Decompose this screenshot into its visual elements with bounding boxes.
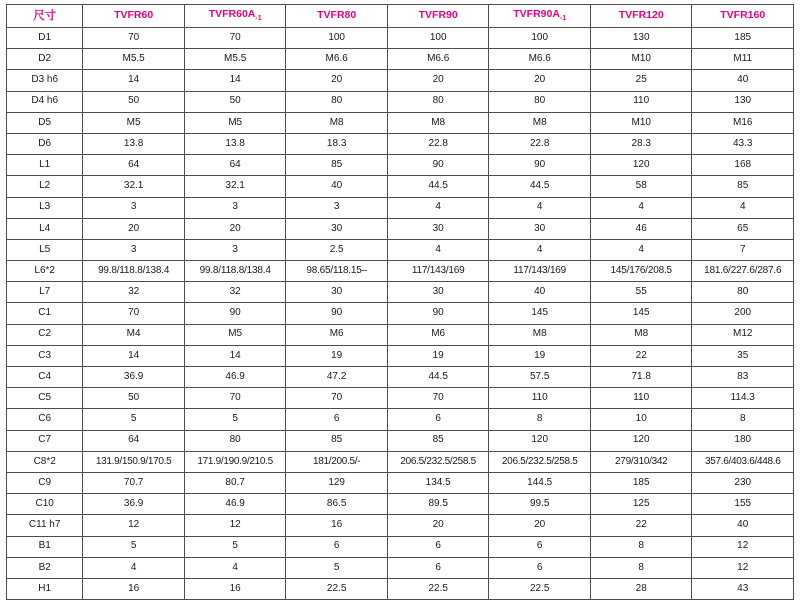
table-cell: 57.5 [489,367,591,388]
table-cell: 19 [286,345,388,366]
table-row [7,70,794,91]
table-cell: 4 [489,197,591,218]
table-cell: 5 [83,536,185,557]
table-cell: 6 [387,409,489,430]
table-cell: 4 [83,557,185,578]
column-header: TVFR160 [692,5,794,28]
table-cell: 110 [489,388,591,409]
table-cell: 7 [692,239,794,260]
table-cell: 8 [692,409,794,430]
table-cell: 85 [387,430,489,451]
table-cell: 40 [692,515,794,536]
table-cell: 4 [590,239,692,260]
table-cell: 20 [489,515,591,536]
table-row [7,155,794,176]
table-cell: 30 [286,218,388,239]
row-label: C5 [7,388,83,409]
table-cell: 120 [590,430,692,451]
table-cell: 10 [590,409,692,430]
table-cell: 185 [590,472,692,493]
row-label: D5 [7,112,83,133]
table-cell: 206.5/232.5/258.5 [489,451,591,472]
table-body [7,28,794,600]
table-cell: 4 [489,239,591,260]
table-cell: 25 [590,70,692,91]
row-label: D1 [7,28,83,49]
table-cell: 43.3 [692,133,794,154]
table-cell: 12 [692,536,794,557]
table-row [7,197,794,218]
table-cell: 5 [286,557,388,578]
table-cell: 86.5 [286,494,388,515]
table-cell: 85 [692,176,794,197]
table-row [7,49,794,70]
row-label: C9 [7,472,83,493]
table-cell: 30 [387,218,489,239]
table-cell: 18.3 [286,133,388,154]
table-cell: 32.1 [83,176,185,197]
table-cell: 110 [590,388,692,409]
table-header [7,5,794,28]
table-cell: 44.5 [387,176,489,197]
row-label: C3 [7,345,83,366]
table-cell: 70 [184,28,286,49]
table-cell: 3 [184,239,286,260]
table-cell: 4 [387,239,489,260]
row-label: D4 h6 [7,91,83,112]
table-cell: 71.8 [590,367,692,388]
table-cell: 16 [83,578,185,599]
table-cell: 155 [692,494,794,515]
table-cell: 3 [83,197,185,218]
table-cell: M6 [286,324,388,345]
table-cell: 125 [590,494,692,515]
table-cell: 120 [489,430,591,451]
row-label: L5 [7,239,83,260]
table-cell: 230 [692,472,794,493]
table-cell: 36.9 [83,494,185,515]
table-cell: 131.9/150.9/170.5 [83,451,185,472]
table-cell: 64 [184,155,286,176]
table-cell: M6.6 [286,49,388,70]
row-label: L6*2 [7,261,83,282]
table-cell: 12 [83,515,185,536]
table-cell: 4 [184,557,286,578]
table-cell: 134.5 [387,472,489,493]
table-cell: 98.65/118.15– [286,261,388,282]
table-cell: M8 [286,112,388,133]
table-row [7,345,794,366]
table-cell: 19 [387,345,489,366]
table-cell: 206.5/232.5/258.5 [387,451,489,472]
table-cell: M8 [387,112,489,133]
table-cell: 28 [590,578,692,599]
table-cell: 4 [692,197,794,218]
table-cell: 50 [184,91,286,112]
table-cell: M16 [692,112,794,133]
table-cell: 4 [387,197,489,218]
table-cell: 20 [83,218,185,239]
table-cell: M6 [387,324,489,345]
table-cell: 70 [83,303,185,324]
table-cell: 181.6/227.6/287.6 [692,261,794,282]
table-cell: 90 [387,155,489,176]
table-cell: 200 [692,303,794,324]
column-header-subscript: -1 [255,15,262,23]
table-cell: 83 [692,367,794,388]
table-cell: 90 [489,155,591,176]
table-cell: 6 [489,557,591,578]
table-cell: 6 [286,536,388,557]
table-cell: 90 [286,303,388,324]
table-cell: 22 [590,345,692,366]
table-cell: M5.5 [184,49,286,70]
table-cell: M5 [184,112,286,133]
row-label: C1 [7,303,83,324]
table-cell: 20 [184,218,286,239]
table-cell: 44.5 [387,367,489,388]
table-cell: 130 [692,91,794,112]
table-cell: 99.8/118.8/138.4 [184,261,286,282]
table-row [7,303,794,324]
table-cell: 22.5 [489,578,591,599]
table-cell: 145 [590,303,692,324]
table-row [7,261,794,282]
table-cell: 85 [286,430,388,451]
table-cell: 13.8 [83,133,185,154]
column-header-subscript: -1 [559,15,567,23]
table-cell: 99.8/118.8/138.4 [83,261,185,282]
row-label: B2 [7,557,83,578]
table-cell: M10 [590,49,692,70]
table-cell: 6 [489,536,591,557]
table-cell: 12 [692,557,794,578]
table-cell: 46.9 [184,367,286,388]
table-cell: 14 [184,70,286,91]
header-corner-label: 尺寸 [7,5,83,28]
table-row [7,557,794,578]
table-row [7,536,794,557]
table-cell: 85 [286,155,388,176]
table-cell: 44.5 [489,176,591,197]
table-cell: 55 [590,282,692,303]
table-cell: 180 [692,430,794,451]
table-cell: 130 [590,28,692,49]
table-cell: 117/143/169 [387,261,489,282]
table-row [7,218,794,239]
column-header: $TVFR90A_{-1}$ [489,5,591,28]
table-cell: 40 [692,70,794,91]
table-cell: 20 [286,70,388,91]
row-label: C8*2 [7,451,83,472]
table-cell: 168 [692,155,794,176]
table-cell: 80 [692,282,794,303]
table-row [7,176,794,197]
column-header: TVFR120 [590,5,692,28]
table-cell: 70 [83,28,185,49]
table-cell: 8 [590,536,692,557]
table-cell: 28.3 [590,133,692,154]
table-cell: 22.5 [286,578,388,599]
row-label: C7 [7,430,83,451]
table-row [7,112,794,133]
table-cell: 16 [286,515,388,536]
table-cell: 32 [184,282,286,303]
table-cell: 100 [489,28,591,49]
row-label: L2 [7,176,83,197]
table-cell: 70 [286,388,388,409]
table-cell: 64 [83,155,185,176]
table-cell: M11 [692,49,794,70]
table-cell: 43 [692,578,794,599]
table-cell: 22.8 [387,133,489,154]
table-cell: 80 [286,91,388,112]
table-cell: 5 [83,409,185,430]
table-row [7,472,794,493]
table-cell: M10 [590,112,692,133]
table-cell: 8 [489,409,591,430]
table-cell: 46 [590,218,692,239]
table-cell: M5 [83,112,185,133]
table-cell: 3 [184,197,286,218]
row-label: C11 h7 [7,515,83,536]
table-cell: 357.6/403.6/448.6 [692,451,794,472]
table-cell: 65 [692,218,794,239]
table-cell: 5 [184,409,286,430]
row-label: C6 [7,409,83,430]
table-cell: M8 [489,112,591,133]
table-cell: 20 [387,70,489,91]
table-cell: 46.9 [184,494,286,515]
table-cell: 30 [387,282,489,303]
table-cell: 100 [286,28,388,49]
table-cell: 185 [692,28,794,49]
table-row [7,430,794,451]
table-cell: 19 [489,345,591,366]
table-cell: M8 [590,324,692,345]
table-cell: 14 [184,345,286,366]
table-cell: 22.8 [489,133,591,154]
table-cell: 145/176/208.5 [590,261,692,282]
row-label: L4 [7,218,83,239]
table-row [7,282,794,303]
table-cell: 145 [489,303,591,324]
table-row [7,578,794,599]
table-cell: 50 [83,388,185,409]
row-label: D2 [7,49,83,70]
table-cell: 32 [83,282,185,303]
table-cell: 4 [590,197,692,218]
table-cell: 30 [286,282,388,303]
row-label: D6 [7,133,83,154]
table-cell: 20 [489,70,591,91]
table-cell: 80 [489,91,591,112]
table-cell: 32.1 [184,176,286,197]
table-cell: 120 [590,155,692,176]
table-cell: M4 [83,324,185,345]
table-cell: 100 [387,28,489,49]
table-cell: 80.7 [184,472,286,493]
dimension-spec-table [6,4,794,600]
table-cell: M5.5 [83,49,185,70]
row-label: D3 h6 [7,70,83,91]
column-header: TVFR80 [286,5,388,28]
table-row [7,91,794,112]
table-cell: 6 [387,536,489,557]
table-cell: M6.6 [387,49,489,70]
table-cell: 181/200.5/- [286,451,388,472]
table-row [7,451,794,472]
table-cell: 22 [590,515,692,536]
table-cell: M6.6 [489,49,591,70]
table-cell: 110 [590,91,692,112]
row-label: B1 [7,536,83,557]
table-cell: 70 [387,388,489,409]
table-cell: M8 [489,324,591,345]
table-row [7,367,794,388]
table-cell: M12 [692,324,794,345]
table-cell: 40 [286,176,388,197]
table-cell: 3 [286,197,388,218]
table-cell: 117/143/169 [489,261,591,282]
row-label: L7 [7,282,83,303]
table-cell: 12 [184,515,286,536]
table-row [7,324,794,345]
table-cell: 47.2 [286,367,388,388]
table-cell: 6 [387,557,489,578]
table-cell: 20 [387,515,489,536]
table-cell: 89.5 [387,494,489,515]
table-row [7,239,794,260]
table-cell: 58 [590,176,692,197]
column-header: TVFR60 [83,5,185,28]
table-cell: 64 [83,430,185,451]
table-cell: 3 [83,239,185,260]
table-cell: 40 [489,282,591,303]
row-label: C4 [7,367,83,388]
table-cell: 279/310/342 [590,451,692,472]
table-cell: 129 [286,472,388,493]
table-cell: 144.5 [489,472,591,493]
table-cell: 2.5 [286,239,388,260]
table-cell: 36.9 [83,367,185,388]
table-cell: 14 [83,70,185,91]
table-row [7,494,794,515]
table-row [7,133,794,154]
table-cell: 5 [184,536,286,557]
row-label: H1 [7,578,83,599]
column-header: $TVFR60A_{-1}$ [184,5,286,28]
table-cell: 80 [184,430,286,451]
table-cell: 70 [184,388,286,409]
table-cell: 99.5 [489,494,591,515]
table-cell: 114.3 [692,388,794,409]
row-label: L1 [7,155,83,176]
row-label: C2 [7,324,83,345]
row-label: L3 [7,197,83,218]
table-row [7,515,794,536]
row-label: C10 [7,494,83,515]
table-cell: 90 [184,303,286,324]
table-cell: 35 [692,345,794,366]
table-cell: M5 [184,324,286,345]
header-row [7,5,794,28]
table-cell: 6 [286,409,388,430]
table-cell: 50 [83,91,185,112]
table-cell: 80 [387,91,489,112]
table-row [7,28,794,49]
table-cell: 70.7 [83,472,185,493]
table-cell: 16 [184,578,286,599]
table-cell: 22.5 [387,578,489,599]
table-cell: 13.8 [184,133,286,154]
table-cell: 171.9/190.9/210.5 [184,451,286,472]
column-header: TVFR90 [387,5,489,28]
table-cell: 90 [387,303,489,324]
table-cell: 14 [83,345,185,366]
table-row [7,388,794,409]
table-cell: 8 [590,557,692,578]
table-cell: 30 [489,218,591,239]
table-row [7,409,794,430]
